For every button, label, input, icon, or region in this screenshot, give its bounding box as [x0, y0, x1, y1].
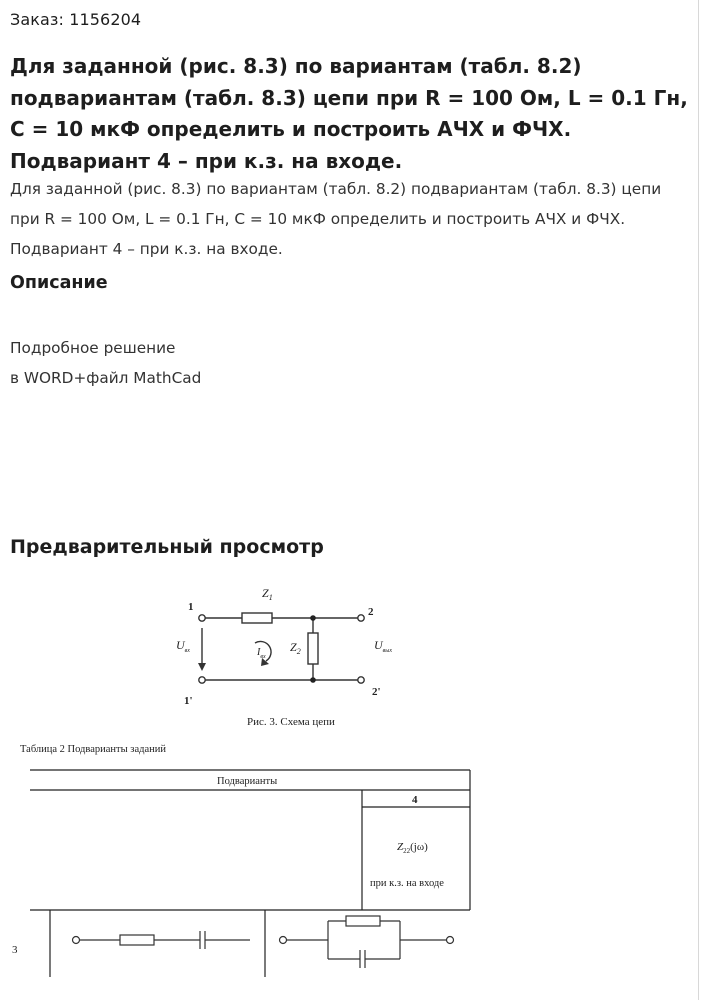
u-out-label: U	[374, 638, 383, 652]
z1-subscript: 1	[268, 593, 273, 602]
description-heading: Описание	[10, 273, 108, 293]
node-1-label: 1	[188, 601, 194, 613]
figure-caption: Рис. 3. Схема цепи	[247, 716, 335, 728]
preview-heading: Предварительный просмотр	[10, 536, 324, 558]
formula-symbol: Z	[397, 841, 404, 853]
formula-argument: (jω)	[410, 841, 428, 853]
z1-label: Z	[262, 586, 269, 600]
table-caption: Таблица 2 Подварианты заданий	[20, 744, 166, 755]
node-1p-label: 1'	[184, 695, 193, 707]
i-loop-label: I	[257, 647, 261, 658]
u-out-subscript: вых	[382, 648, 393, 654]
preview-image	[0, 585, 701, 1000]
u-in-subscript: вх	[184, 648, 190, 654]
formula-subscript: 22	[403, 847, 411, 855]
node-2p-label: 2'	[372, 686, 381, 698]
z2-label: Z	[290, 640, 297, 654]
svg-text:Z22(jω)	[397, 841, 428, 855]
table-header: Подварианты	[217, 776, 278, 787]
circuit-scan	[0, 585, 701, 1000]
z2-subscript: 2	[296, 647, 301, 656]
page-title: Для заданной (рис. 8.3) по вариантам (табл. 8.2) подвариантам (табл. 8.3) цепи при R = 100 Ом, L = 0.1 Гн, C = 10 мкФ определить и построить АЧХ и ФЧХ. Подвариант 4 – при к.з. на входе.	[10, 54, 688, 173]
table-row-number: 3	[12, 944, 18, 956]
i-loop-subscript: вх	[260, 654, 266, 660]
table-column-number: 4	[412, 794, 418, 806]
task-text: Для заданной (рис. 8.3) по вариантам (табл. 8.2) подвариантам (табл. 8.3) цепи при R = 100 Ом, L = 0.1 Гн, C = 10 мкФ определить и построить АЧХ и ФЧХ. Подвариант 4 – при к.з. на входе.	[10, 180, 662, 258]
node-2-label: 2	[368, 606, 374, 618]
svg-text:Z1	[262, 586, 273, 602]
description-line: в WORD+файл MathCad	[10, 369, 202, 387]
svg-text:Iвх	[256, 647, 266, 660]
svg-text:Uвх	[176, 638, 190, 654]
svg-text:Z2	[290, 640, 301, 656]
description-line: Подробное решение	[10, 339, 176, 357]
row-circuit-parallel	[280, 916, 454, 968]
svg-text:Uвых	[374, 638, 392, 654]
row-circuit-series	[73, 931, 251, 949]
u-in-label: U	[176, 638, 185, 652]
table-condition: при к.з. на входе	[370, 878, 444, 889]
order-number: Заказ: 1156204	[10, 10, 142, 29]
